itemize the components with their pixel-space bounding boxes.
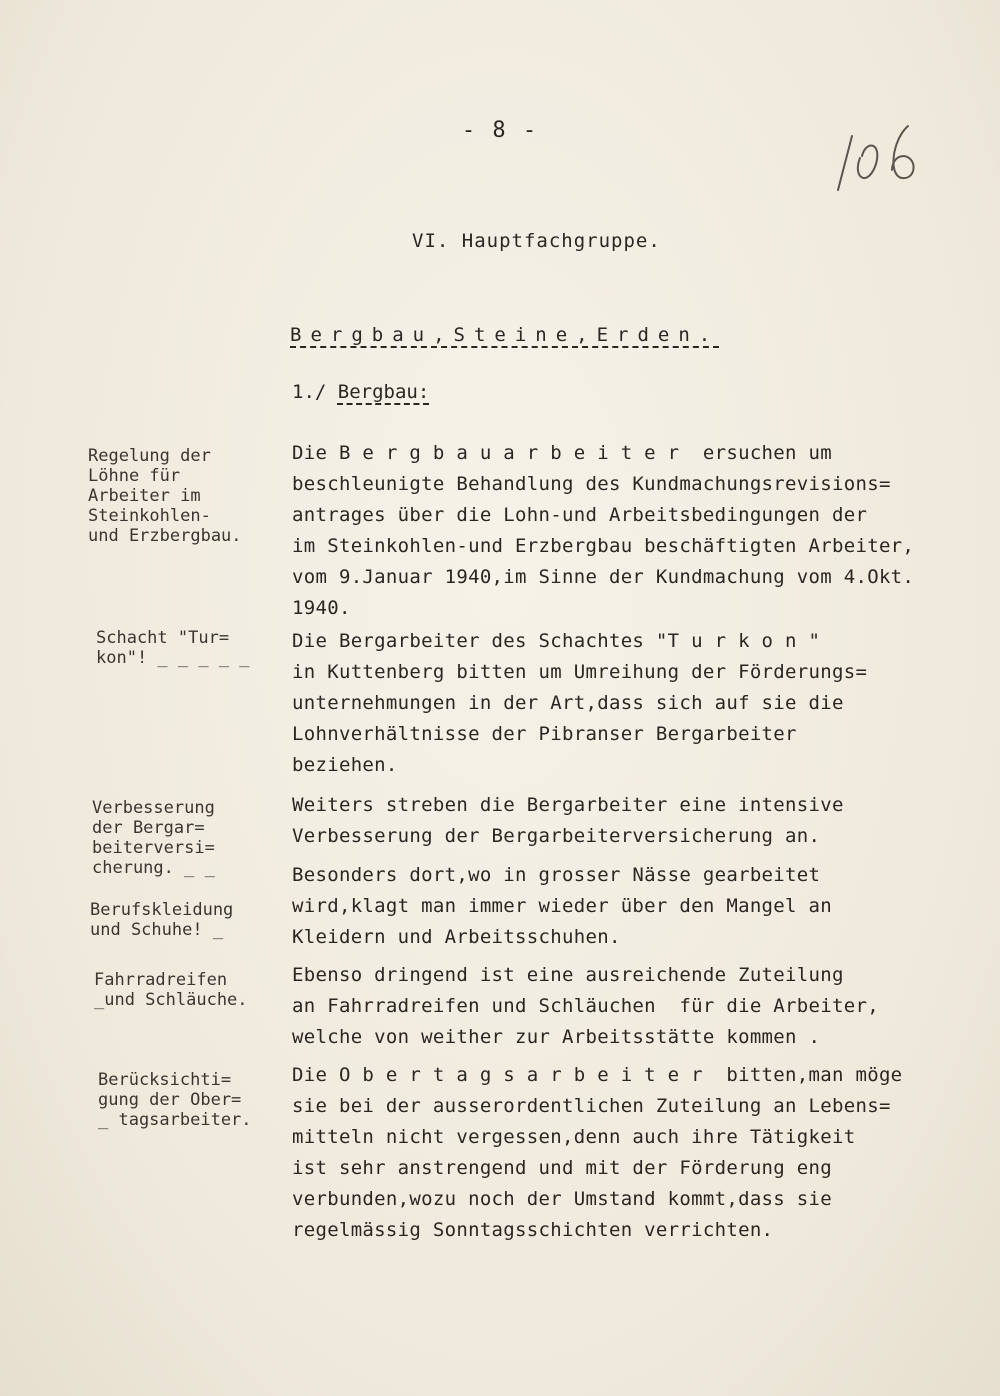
text-line: ist sehr anstrengend und mit der Förderung eng (292, 1157, 832, 1179)
text-line: welche von weither zur Arbeitsstätte kommen . (292, 1026, 821, 1048)
text-line: Besonders dort,wo in grosser Nässe gearbeitet (292, 864, 821, 886)
text-line: verbunden,wozu noch der Umstand kommt,dass sie (292, 1188, 832, 1210)
text-line: im Steinkohlen-und Erzbergbau beschäftigten Arbeiter, (292, 535, 915, 557)
paragraph-wages (292, 438, 952, 624)
margin-note-turkon-shaft: Schacht "Tur= kon"! _ _ _ _ _ (96, 628, 250, 668)
text-line: in Kuttenberg bitten um Umreihung der Förderungs= (292, 661, 868, 683)
text-line: Verbesserung der Bergarbeiterversicherung an. (292, 825, 821, 847)
group-header: Bergbau,Steine,Erden. (290, 324, 720, 346)
text-line: Kleidern und Arbeitsschuhen. (292, 926, 621, 948)
paragraph-turkon (292, 626, 952, 781)
text-line: antrages über die Lohn-und Arbeitsbedingungen der (292, 504, 868, 526)
text-line: 1940. (292, 597, 351, 619)
margin-note-bicycle-tyres: Fahrradreifen _und Schläuche. (94, 970, 248, 1010)
margin-note-work-clothing: Berufskleidung und Schuhe! _ (90, 900, 234, 940)
paragraph-insurance (292, 790, 952, 852)
text-line: beziehen. (292, 754, 398, 776)
margin-note-insurance: Verbesserung der Bergar= beiterversi= cherung. _ _ (92, 798, 215, 878)
section-title: VI. Hauptfachgruppe. (412, 230, 661, 252)
text-line: Die Bergarbeiter des Schachtes "T u r k o n " (292, 630, 821, 652)
text-line: Lohnverhältnisse der Pibranser Bergarbeiter (292, 723, 797, 745)
subsection-title: Bergbau: (337, 381, 430, 403)
text-line: Die B e r g b a u a r b e i t e r ersuchen um (292, 442, 832, 464)
text-line: vom 9.Januar 1940,im Sinne der Kundmachung vom 4.Okt. (292, 566, 915, 588)
text-line: wird,klagt man immer wieder über den Mangel an (292, 895, 832, 917)
subsection-heading (292, 381, 429, 403)
text-line: unternehmungen in der Art,dass sich auf sie die (292, 692, 844, 714)
text-line: an Fahrradreifen und Schläuchen für die Arbeiter, (292, 995, 879, 1017)
text-line: Weiters streben die Bergarbeiter eine intensive (292, 794, 844, 816)
text-line: mitteln nicht vergessen,denn auch ihre Tätigkeit (292, 1126, 856, 1148)
text-line: sie bei der ausserordentlichen Zuteilung an Lebens= (292, 1095, 891, 1117)
page-number: - 8 - (461, 118, 539, 143)
text-line: Ebenso dringend ist eine ausreichende Zuteilung (292, 964, 844, 986)
paragraph-clothing (292, 860, 952, 953)
paragraph-surface-workers (292, 1060, 952, 1246)
paragraph-tyres (292, 960, 952, 1053)
text-line: regelmässig Sonntagsschichten verrichten. (292, 1219, 774, 1241)
handwritten-archive-number (830, 118, 940, 198)
subsection-number: 1./ (292, 381, 327, 403)
margin-note-surface-workers: Berücksichti= gung der Ober= _ tagsarbeiter. (98, 1070, 252, 1130)
text-line: beschleunigte Behandlung des Kundmachungsrevisions= (292, 473, 891, 495)
margin-note-wage-regulation: Regelung der Löhne für Arbeiter im Steinkohlen- und Erzbergbau. (88, 446, 242, 546)
text-line: Die O b e r t a g s a r b e i t e r bitten,man möge (292, 1064, 903, 1086)
